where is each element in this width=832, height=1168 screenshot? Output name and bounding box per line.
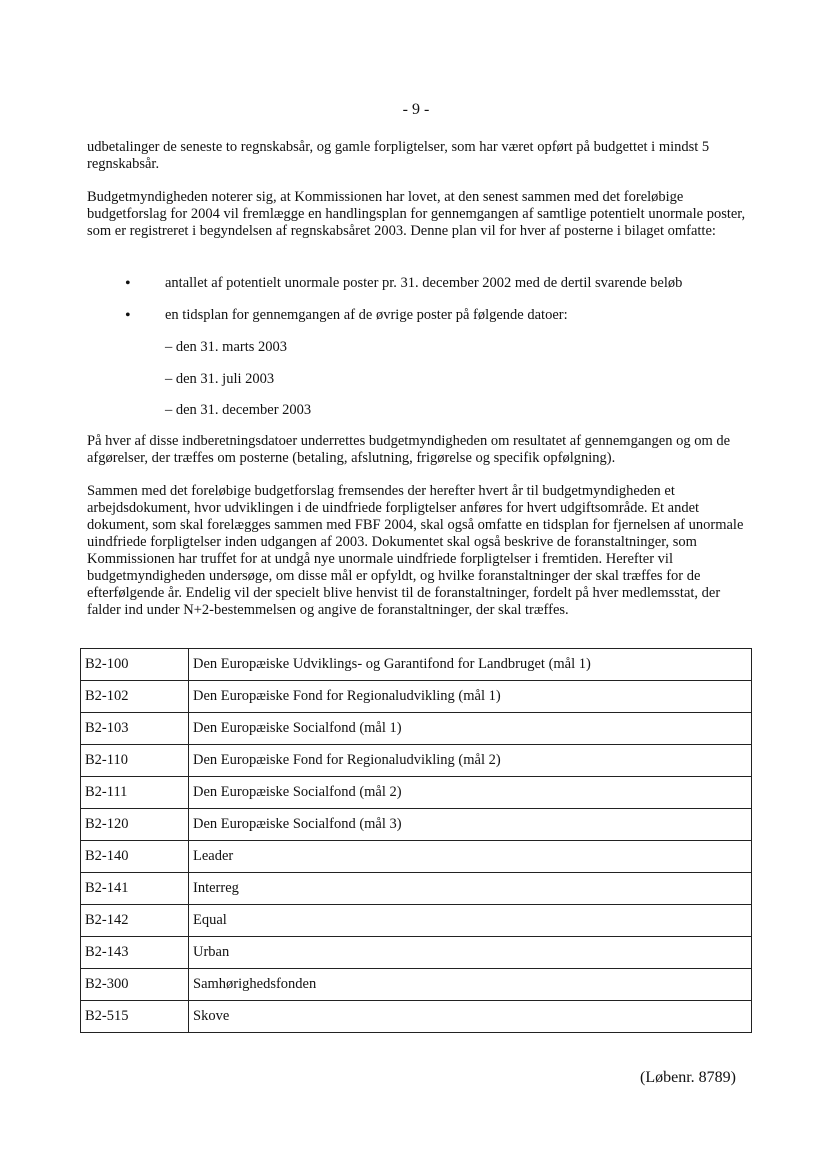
budget-code: B2-300 (81, 969, 189, 1001)
paragraph-1: udbetalinger de seneste to regnskabsår, og gamle forpligtelser, som har været opført på budgettet i mindst 5 regnskabsår. (87, 139, 710, 172)
bullet-icon: • (125, 275, 131, 292)
budget-code: B2-143 (81, 937, 189, 969)
budget-code: B2-142 (81, 905, 189, 937)
table-row (81, 841, 752, 873)
budget-description: Den Europæiske Socialfond (mål 2) (189, 777, 752, 809)
table-row (81, 905, 752, 937)
budget-code: B2-100 (81, 649, 189, 681)
budget-code: B2-515 (81, 1001, 189, 1033)
table-row (81, 649, 752, 681)
table-row (81, 809, 752, 841)
bullet-text: antallet af potentielt unormale poster pr. 31. december 2002 med de dertil svarende beløb (165, 275, 683, 291)
budget-code: B2-102 (81, 681, 189, 713)
date-item: – den 31. marts 2003 (165, 339, 288, 355)
paragraph-4: Sammen med det foreløbige budgetforslag fremsendes der herefter hvert år til budgetmyndigheden et arbejdsdokument, hvor udviklingen i de uindfriede forpligtelser anføres for hvert udgiftsområde. Et andet dokument, som skal forelægges sammen med FBF 2004, skal også omfatte en tidsplan for fjernelsen af unormale uindfriede forpligtelser inden udgangen af 2003. Dokumentet skal også beskrive de foranstaltninger, som Kommissionen har truffet for at undgå nye unormale uindfriede forpligtelser i fremtiden. Herefter vil budgetmyndigheden undersøge, om disse mål er opfyldt, og hvilke foranstaltninger der skal træffes for de efterfølgende år. Endelig vil der specielt blive henvist til de foranstaltninger, fordelt på hver medlemsstat, der falder ind under N+2-bestemmelsen og angive de foranstaltninger, der skal træffes. (87, 483, 744, 618)
bullet-icon: • (125, 307, 131, 324)
budget-description: Den Europæiske Fond for Regionaludvikling (mål 1) (189, 681, 752, 713)
budget-description: Equal (189, 905, 752, 937)
date-item: – den 31. december 2003 (165, 402, 312, 418)
budget-line-table (80, 648, 752, 1033)
date-item: – den 31. juli 2003 (165, 371, 275, 387)
budget-description: Den Europæiske Udviklings- og Garantifond for Landbruget (mål 1) (189, 649, 752, 681)
table-row (81, 969, 752, 1001)
table-row (81, 1001, 752, 1033)
paragraph-2: Budgetmyndigheden noterer sig, at Kommissionen har lovet, at den senest sammen med det foreløbige budgetforslag for 2004 vil fremlægge en handlingsplan for gennemgangen af samtlige potentielt unormale poster, som er registreret i begyndelsen af regnskabsåret 2003. Denne plan vil for hver af posterne i bilaget omfatte: (87, 189, 746, 239)
paragraph-3: På hver af disse indberetningsdatoer underrettes budgetmyndigheden om resultatet af gennemgangen og om de afgørelser, der træffes om posterne (betaling, afslutning, frigørelse og specifik opfølgning). (87, 433, 731, 466)
page-number: - 9 - (402, 101, 430, 118)
bullet-text: en tidsplan for gennemgangen af de øvrige poster på følgende datoer: (165, 307, 568, 323)
table-row (81, 681, 752, 713)
budget-description: Den Europæiske Socialfond (mål 1) (189, 713, 752, 745)
budget-code: B2-110 (81, 745, 189, 777)
budget-description: Skove (189, 1001, 752, 1033)
table-row (81, 873, 752, 905)
budget-description: Leader (189, 841, 752, 873)
budget-description: Den Europæiske Socialfond (mål 3) (189, 809, 752, 841)
budget-description: Den Europæiske Fond for Regionaludvikling (mål 2) (189, 745, 752, 777)
budget-description: Urban (189, 937, 752, 969)
budget-code: B2-140 (81, 841, 189, 873)
table-row (81, 745, 752, 777)
budget-code: B2-120 (81, 809, 189, 841)
budget-description: Samhørighedsfonden (189, 969, 752, 1001)
budget-code: B2-111 (81, 777, 189, 809)
table-row (81, 937, 752, 969)
budget-code: B2-141 (81, 873, 189, 905)
budget-code: B2-103 (81, 713, 189, 745)
document-reference: (Løbenr. 8789) (640, 1069, 736, 1086)
table-row (81, 713, 752, 745)
table-row (81, 777, 752, 809)
budget-description: Interreg (189, 873, 752, 905)
